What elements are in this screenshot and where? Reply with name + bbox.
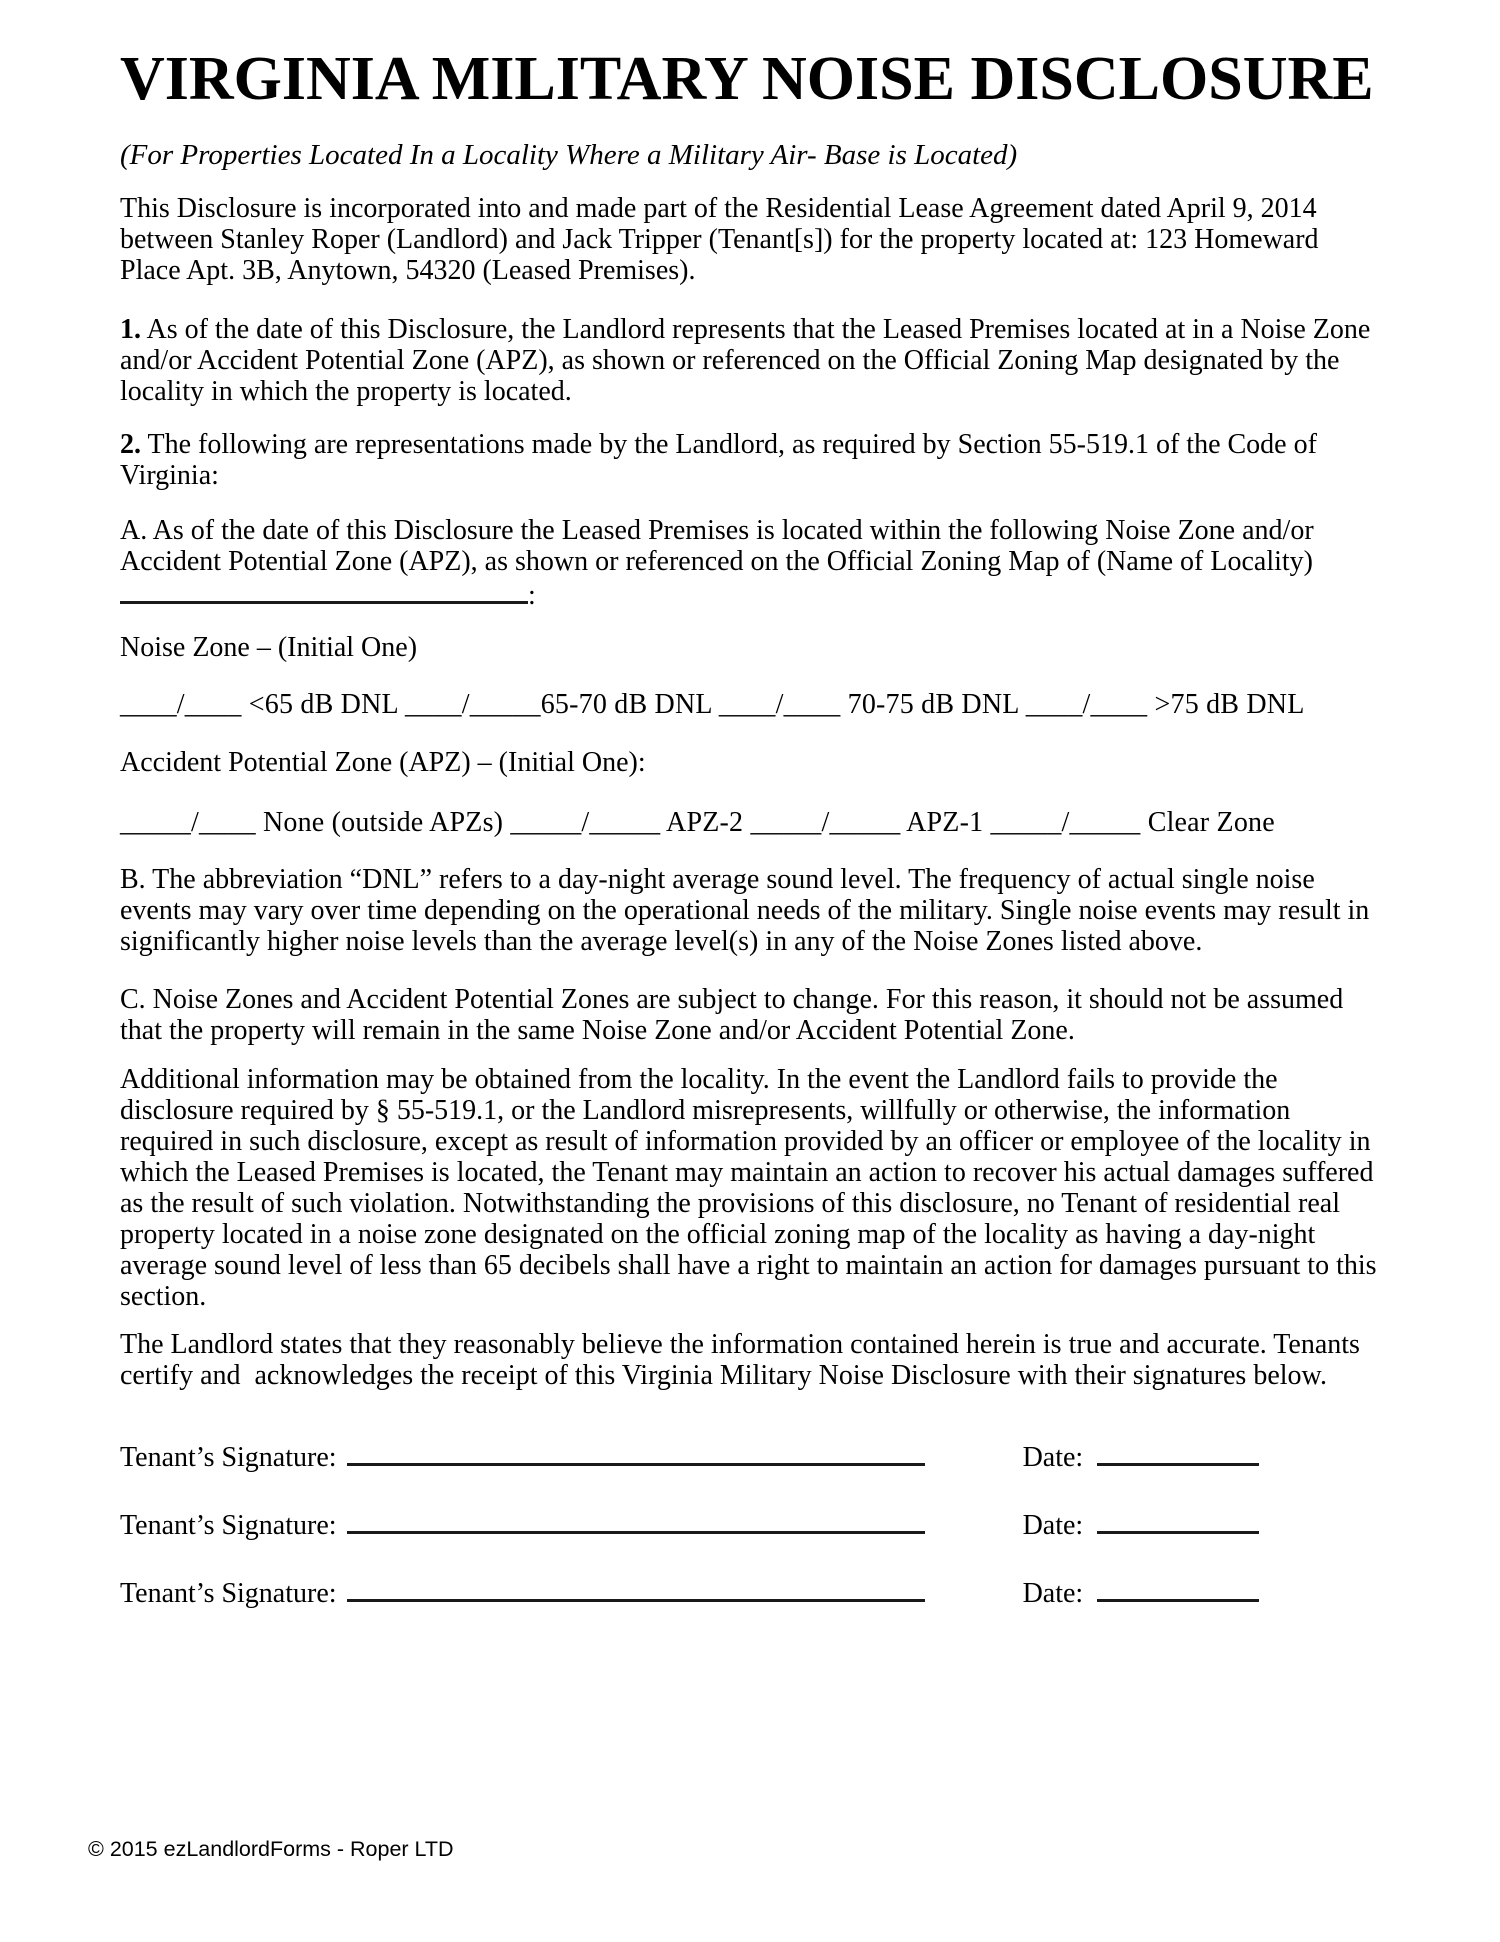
apz-heading: Accident Potential Zone (APZ) – (Initial One): (120, 747, 646, 778)
section-b: B. The abbreviation “DNL” refers to a day-night average sound level. The frequency of actual single noise events may vary over time depending on the operational needs of the military. Single noise events may result in significantly higher noise levels than the average level(s) in any of the Noise Zones listed above. (120, 864, 1370, 957)
date-field-1[interactable] (1097, 1439, 1259, 1466)
document-content (120, 0, 1386, 1609)
clause-1-text: As of the date of this Disclosure, the Landlord represents that the Leased Premises located at in a Noise Zone and/or Accident Potential Zone (APZ), as shown or referenced on the Official Zoning Map designated by the locality in which the property is located. (120, 314, 1371, 407)
clause-1-number: 1. (120, 314, 141, 345)
document-title: VIRGINIA MILITARY NOISE DISCLOSURE (120, 45, 1374, 113)
clause-1 (120, 314, 1386, 407)
signature-row-2 (120, 1507, 1386, 1541)
closing-paragraph: The Landlord states that they reasonably believe the information contained herein is true and accurate. Tenants certify and acknowledges the receipt of this Virginia Military Noise Disclosure with their signatures below. (120, 1329, 1367, 1391)
section-a-text: A. As of the date of this Disclosure the Leased Premises is located within the following Noise Zone and/or Accident Potential Zone (APZ), as shown or referenced on the Official Zoning Map of (Name of Locality) (120, 515, 1314, 577)
tenant-signature-field-3[interactable] (347, 1575, 925, 1602)
date-field-2[interactable] (1097, 1507, 1259, 1534)
date-label-3: Date: (1022, 1578, 1084, 1609)
section-a (120, 515, 1386, 611)
tenant-signature-field-2[interactable] (347, 1507, 925, 1534)
clause-2-number: 2. (120, 429, 141, 460)
section-c: C. Noise Zones and Accident Potential Zones are subject to change. For this reason, it should not be assumed that the property will remain in the same Noise Zone and/or Accident Potential Zone. (120, 984, 1344, 1046)
date-label-1: Date: (1022, 1442, 1084, 1473)
date-label-2: Date: (1022, 1510, 1084, 1541)
signature-row-1 (120, 1439, 1386, 1473)
document-subtitle: (For Properties Located In a Locality Where a Military Air- Base is Located) (120, 139, 1018, 171)
clause-2 (120, 429, 1386, 491)
section-a-colon: : (528, 580, 536, 611)
noise-zone-initial-line[interactable]: ____/____ <65 dB DNL ____/_____65-70 dB DNL ____/____ 70-75 dB DNL ____/____ >75 dB DNL (120, 689, 1305, 720)
tenant-signature-label-3: Tenant’s Signature: (120, 1578, 337, 1609)
clause-2-text: The following are representations made by the Landlord, as required by Section 55-519.1 of the Code of Virginia: (120, 429, 1317, 491)
signature-row-3 (120, 1575, 1386, 1609)
additional-information-paragraph: Additional information may be obtained from the locality. In the event the Landlord fails to provide the disclosure required by § 55-519.1, or the Landlord misrepresents, willfully or otherwise, the information required in such disclosure, except as result of information provided by an officer or employee of the locality in which the Leased Premises is located, the Tenant may maintain an action to recover his actual damages suffered as the result of such violation. Notwithstanding the provisions of this disclosure, no Tenant of residential real property located in a noise zone designated on the official zoning map of the locality as having a day-night average sound level of less than 65 decibels shall have a right to maintain an action for damages pursuant to this section. (120, 1064, 1377, 1312)
footer-copyright: © 2015 ezLandlordForms - Roper LTD (88, 1837, 454, 1861)
tenant-signature-field-1[interactable] (347, 1439, 925, 1466)
locality-blank-field[interactable] (120, 577, 528, 604)
date-field-3[interactable] (1097, 1575, 1259, 1602)
tenant-signature-label-2: Tenant’s Signature: (120, 1510, 337, 1541)
apz-initial-line[interactable]: _____/____ None (outside APZs) _____/_____ APZ-2 _____/_____ APZ-1 _____/_____ Clear Zone (120, 807, 1275, 838)
tenant-signature-label-1: Tenant’s Signature: (120, 1442, 337, 1473)
noise-zone-heading: Noise Zone – (Initial One) (120, 632, 418, 663)
intro-paragraph: This Disclosure is incorporated into and made part of the Residential Lease Agreement dated April 9, 2014 between Stanley Roper (Landlord) and Jack Tripper (Tenant[s]) for the property located at: 123 Homeward Place Apt. 3B, Anytown, 54320 (Leased Premises). (120, 193, 1319, 286)
